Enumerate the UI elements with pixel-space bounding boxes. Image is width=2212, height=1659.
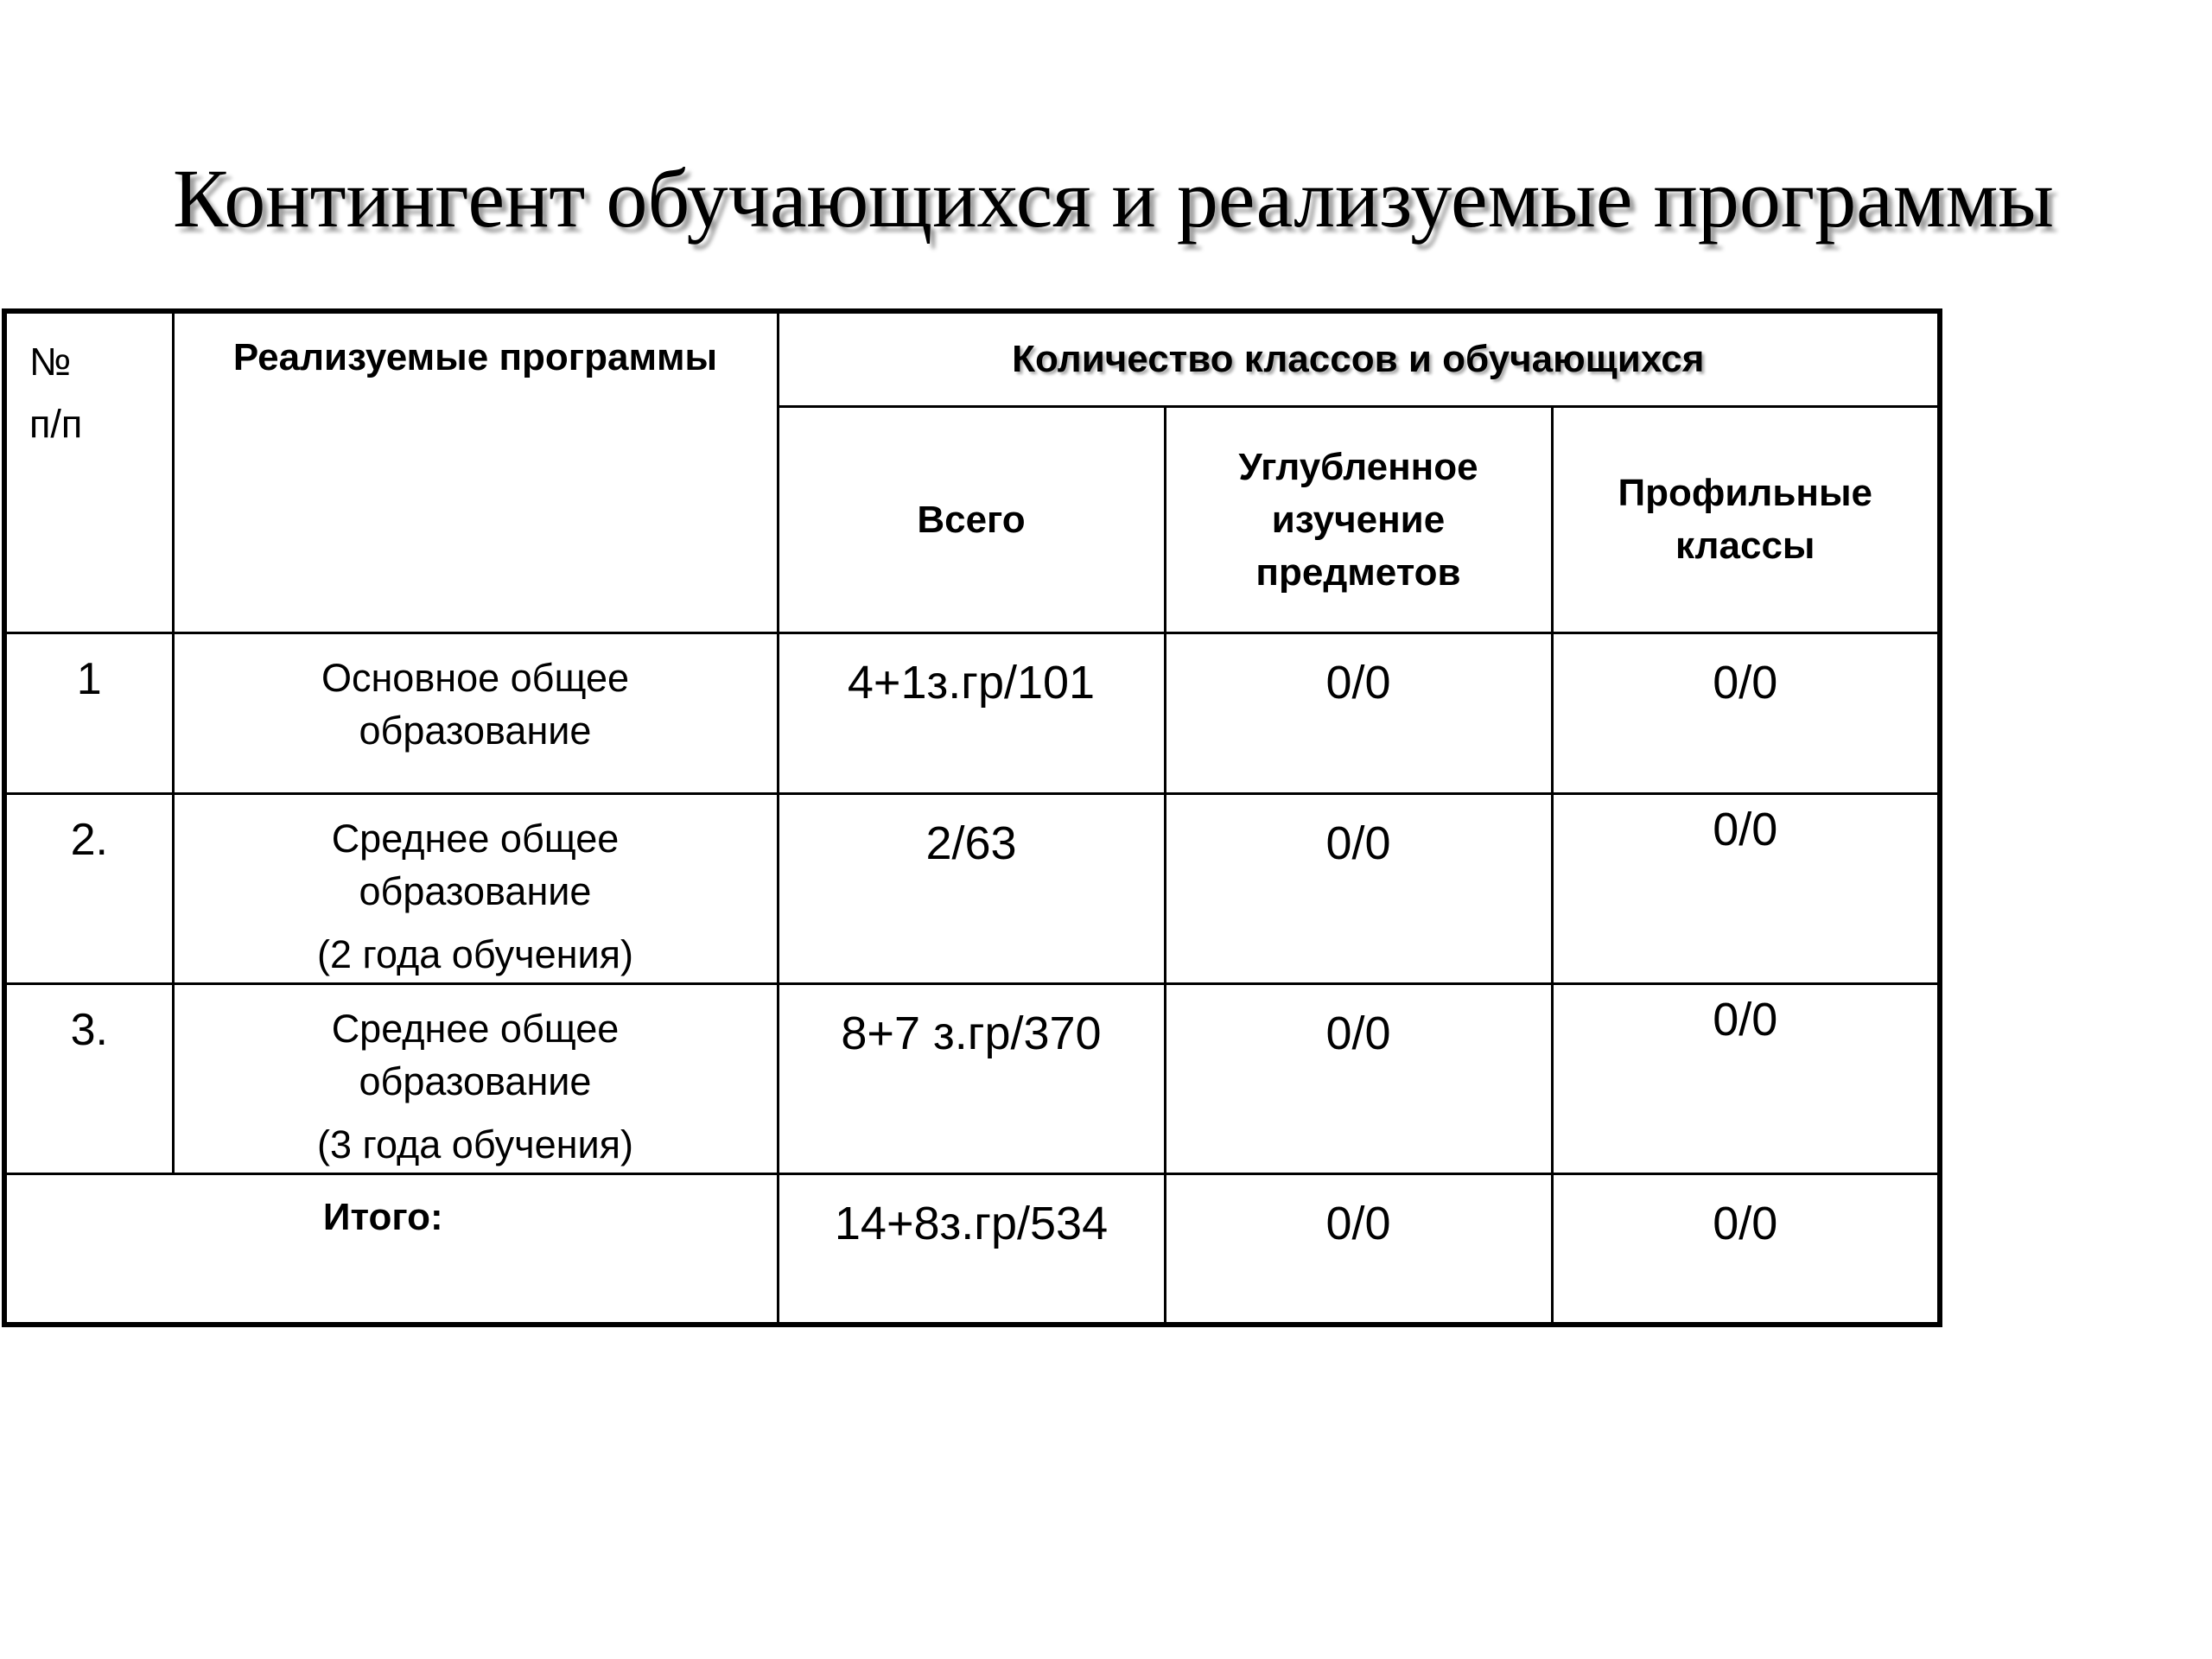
row-profile: 0/0: [1552, 983, 1940, 1173]
header-advanced-line: предметов: [1255, 550, 1461, 594]
program-duration-note: (3 года обучения): [317, 1122, 633, 1166]
header-number: [4, 311, 173, 632]
header-classes-students: Количество классов и обучающихся: [778, 311, 1940, 406]
header-programs: Реализуемые программы: [173, 311, 778, 632]
header-profile-line: классы: [1675, 524, 1815, 567]
summary-label: Итого:: [322, 1195, 443, 1238]
program-line: Основное общее: [321, 655, 630, 700]
table-row: [4, 983, 1940, 1173]
row-number: 3.: [4, 983, 173, 1173]
program-duration-note: (2 года обучения): [317, 931, 633, 976]
row-program: [173, 632, 778, 793]
summary-advanced: 0/0: [1165, 1173, 1552, 1325]
header-advanced-study: [1165, 406, 1552, 632]
summary-label-cell: [4, 1173, 778, 1325]
row-program: [173, 793, 778, 983]
program-line: образование: [359, 708, 592, 753]
row-profile: 0/0: [1552, 632, 1940, 793]
contingent-table: [2, 308, 1942, 1327]
summary-profile: 0/0: [1552, 1173, 1940, 1325]
table-row: [4, 632, 1940, 793]
header-profile-classes: [1552, 406, 1940, 632]
row-number: 1: [4, 632, 173, 793]
program-line: образование: [359, 1058, 592, 1103]
header-number-abbr: п/п: [29, 402, 83, 446]
header-row-top: [4, 311, 1940, 406]
row-total: 4+1з.гр/101: [778, 632, 1165, 793]
row-number: 2.: [4, 793, 173, 983]
header-total: Всего: [778, 406, 1165, 632]
row-profile: 0/0: [1552, 793, 1940, 983]
program-line: образование: [359, 868, 592, 913]
row-advanced: 0/0: [1165, 632, 1552, 793]
header-advanced-line: изучение: [1271, 498, 1446, 541]
summary-row: [4, 1173, 1940, 1325]
header-advanced-line: Углубленное: [1238, 445, 1478, 488]
slide-title: Контингент обучающихся и реализуемые программы: [173, 152, 2054, 245]
row-advanced: 0/0: [1165, 983, 1552, 1173]
summary-total: 14+8з.гр/534: [778, 1173, 1165, 1325]
row-total: 8+7 з.гр/370: [778, 983, 1165, 1173]
program-line: Среднее общее: [331, 816, 620, 861]
row-advanced: 0/0: [1165, 793, 1552, 983]
header-number-symbol: №: [29, 340, 72, 384]
program-line: Среднее общее: [331, 1006, 620, 1051]
row-total: 2/63: [778, 793, 1165, 983]
row-program: [173, 983, 778, 1173]
table-row: [4, 793, 1940, 983]
header-profile-line: Профильные: [1618, 472, 1873, 514]
